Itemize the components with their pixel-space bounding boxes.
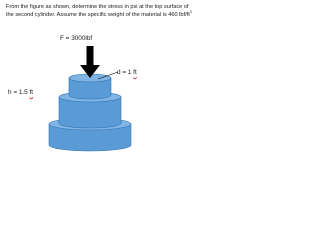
cylinders-figure — [0, 0, 200, 156]
unit-exponent: 3 — [189, 10, 192, 15]
diameter-label — [117, 69, 137, 77]
problem-text: From the figure as shown, determine the stress in psi at the top surface of the second cylinder. Assume the specific weight of the material is 460 lbf/ft — [6, 4, 190, 18]
height-unit: ft — [29, 89, 34, 96]
force-prefix: F = — [60, 35, 72, 42]
force-value: 3000lbf — [71, 35, 93, 42]
height-prefix: h = 1.5 — [8, 89, 30, 96]
height-label — [8, 89, 33, 97]
force-arrow — [80, 46, 100, 78]
diameter-unit: ft — [133, 69, 137, 76]
diameter-prefix: d = 1 — [117, 69, 134, 76]
force-label — [60, 35, 92, 43]
force-arrow-shaft — [87, 46, 94, 66]
